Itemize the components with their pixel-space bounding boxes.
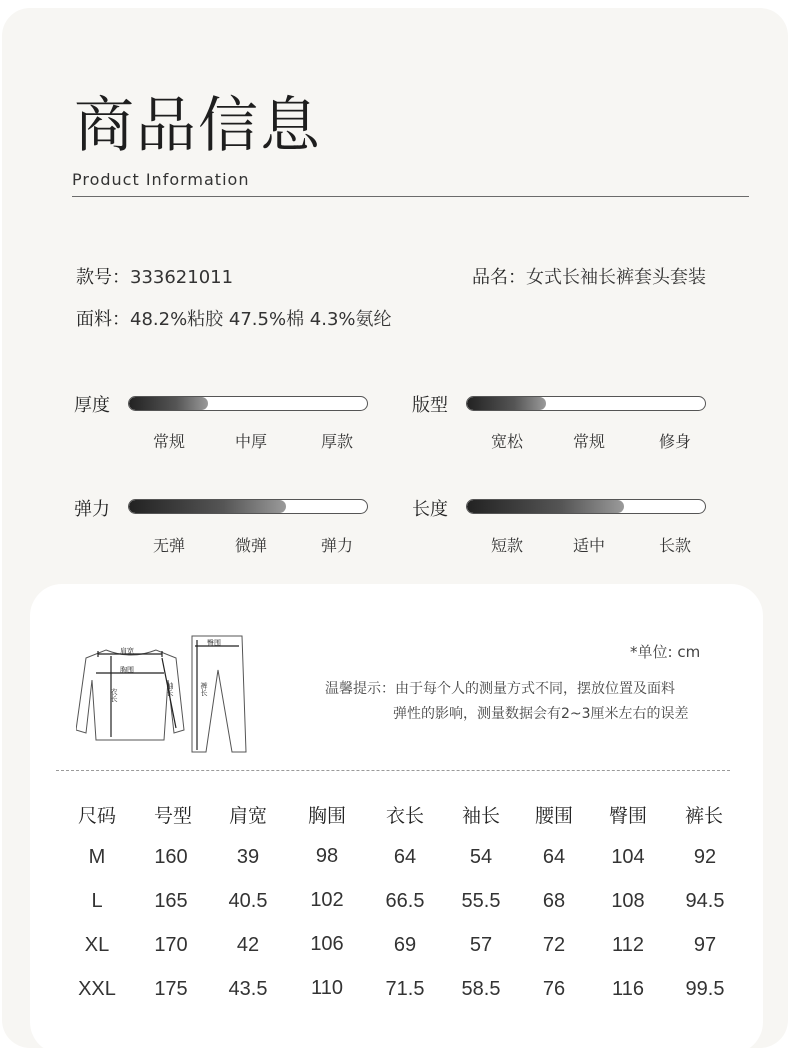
shoulder-label: 肩宽	[120, 647, 134, 655]
length-scale	[466, 499, 706, 514]
style-number-label: 款号：	[76, 267, 130, 288]
fabric-label: 面料：	[76, 309, 130, 330]
thickness-tick: 常规	[152, 432, 186, 451]
fit-label: 版型	[412, 395, 448, 416]
fit-scale-fill	[467, 397, 546, 410]
length-tick: 长款	[658, 536, 692, 555]
table-cell: 54	[469, 846, 493, 868]
chest-label: 胸围	[120, 666, 134, 674]
table-cell: 92	[693, 846, 717, 868]
thickness-tick: 中厚	[234, 432, 268, 451]
fit-tick: 常规	[572, 432, 606, 451]
table-cell: 58.5	[461, 978, 501, 1000]
table-cell: 106	[310, 933, 344, 955]
table-cell: 102	[310, 889, 344, 911]
table-cell: 110	[311, 977, 343, 999]
table-cell: 104	[611, 846, 645, 868]
table-cell: 43.5	[228, 978, 268, 1000]
page-title: 商品信息	[74, 91, 322, 161]
table-cell: 64	[542, 846, 566, 868]
table-cell: XL	[84, 934, 110, 956]
table-cell: M	[88, 846, 106, 868]
hip-label: 臀围	[207, 639, 221, 647]
product-name-label: 品名：	[472, 267, 526, 288]
length-scale-fill	[467, 500, 624, 513]
table-cell: 69	[393, 934, 417, 956]
elasticity-scale-fill	[129, 500, 286, 513]
table-cell: 68	[542, 890, 566, 912]
header-hip: 臀围	[608, 805, 648, 827]
elasticity-label: 弹力	[74, 499, 110, 520]
length-diagram-label: 衣长	[110, 688, 118, 702]
dashed-divider	[56, 770, 730, 771]
header-sleeve: 袖长	[461, 805, 501, 827]
table-cell: 64	[393, 846, 417, 868]
tip-line-1: 温馨提示：由于每个人的测量方式不同，摆放位置及面料	[325, 681, 675, 697]
table-cell: 175	[154, 978, 188, 1000]
table-cell: XXL	[78, 978, 116, 1000]
table-cell: 99.5	[685, 978, 725, 1000]
table-cell: 108	[611, 890, 645, 912]
fit-tick: 宽松	[490, 432, 524, 451]
elasticity-tick: 微弹	[234, 536, 268, 555]
fabric-value: 48.2%粘胶 47.5%棉 4.3%氨纶	[130, 309, 392, 330]
table-cell: 116	[612, 978, 644, 1000]
table-cell: 76	[542, 978, 566, 1000]
fit-scale	[466, 396, 706, 411]
table-cell: 165	[154, 890, 188, 912]
table-cell: 66.5	[385, 890, 425, 912]
product-name	[472, 263, 706, 289]
table-cell: 40.5	[228, 890, 268, 912]
table-cell: 42	[236, 934, 260, 956]
table-cell: 57	[469, 934, 493, 956]
pants-length-label: 裤长	[200, 682, 208, 696]
table-cell: 98	[315, 845, 339, 867]
table-cell: 97	[693, 934, 717, 956]
table-cell: 94.5	[685, 890, 725, 912]
table-cell: 71.5	[385, 978, 425, 1000]
table-cell: 170	[154, 934, 188, 956]
thickness-scale	[128, 396, 368, 411]
fit-tick: 修身	[658, 432, 692, 451]
header-shoulder: 肩宽	[228, 805, 268, 827]
title-divider	[72, 196, 749, 197]
thickness-tick: 厚款	[320, 432, 354, 451]
table-cell: 72	[542, 934, 566, 956]
header-chest: 胸围	[307, 805, 347, 827]
style-number	[76, 263, 233, 289]
thickness-label: 厚度	[74, 395, 110, 416]
product-name-value: 女式长袖长裤套头套装	[526, 267, 706, 288]
table-cell: L	[91, 890, 103, 912]
page-subtitle: Product Information	[72, 170, 250, 189]
measurement-diagram	[76, 630, 256, 756]
length-tick: 适中	[572, 536, 606, 555]
table-cell: 112	[612, 934, 644, 956]
header-length: 衣长	[385, 805, 425, 827]
elasticity-tick: 弹力	[320, 536, 354, 555]
fabric	[76, 305, 392, 331]
style-number-value: 333621011	[130, 267, 234, 288]
header-waist: 腰围	[534, 805, 574, 827]
sleeve-label: 袖长	[166, 682, 174, 696]
elasticity-tick: 无弹	[152, 536, 186, 555]
tip-line-2: 弹性的影响，测量数据会有2~3厘米左右的误差	[393, 706, 689, 722]
length-tick: 短款	[490, 536, 524, 555]
header-pants-length: 裤长	[684, 805, 724, 827]
table-cell: 160	[154, 846, 188, 868]
elasticity-scale	[128, 499, 368, 514]
thickness-scale-fill	[129, 397, 208, 410]
table-cell: 39	[236, 846, 260, 868]
header-model: 号型	[153, 805, 193, 827]
table-cell: 55.5	[461, 890, 501, 912]
header-size: 尺码	[77, 805, 117, 827]
length-label: 长度	[412, 499, 448, 520]
unit-note: *单位: cm	[630, 643, 701, 661]
